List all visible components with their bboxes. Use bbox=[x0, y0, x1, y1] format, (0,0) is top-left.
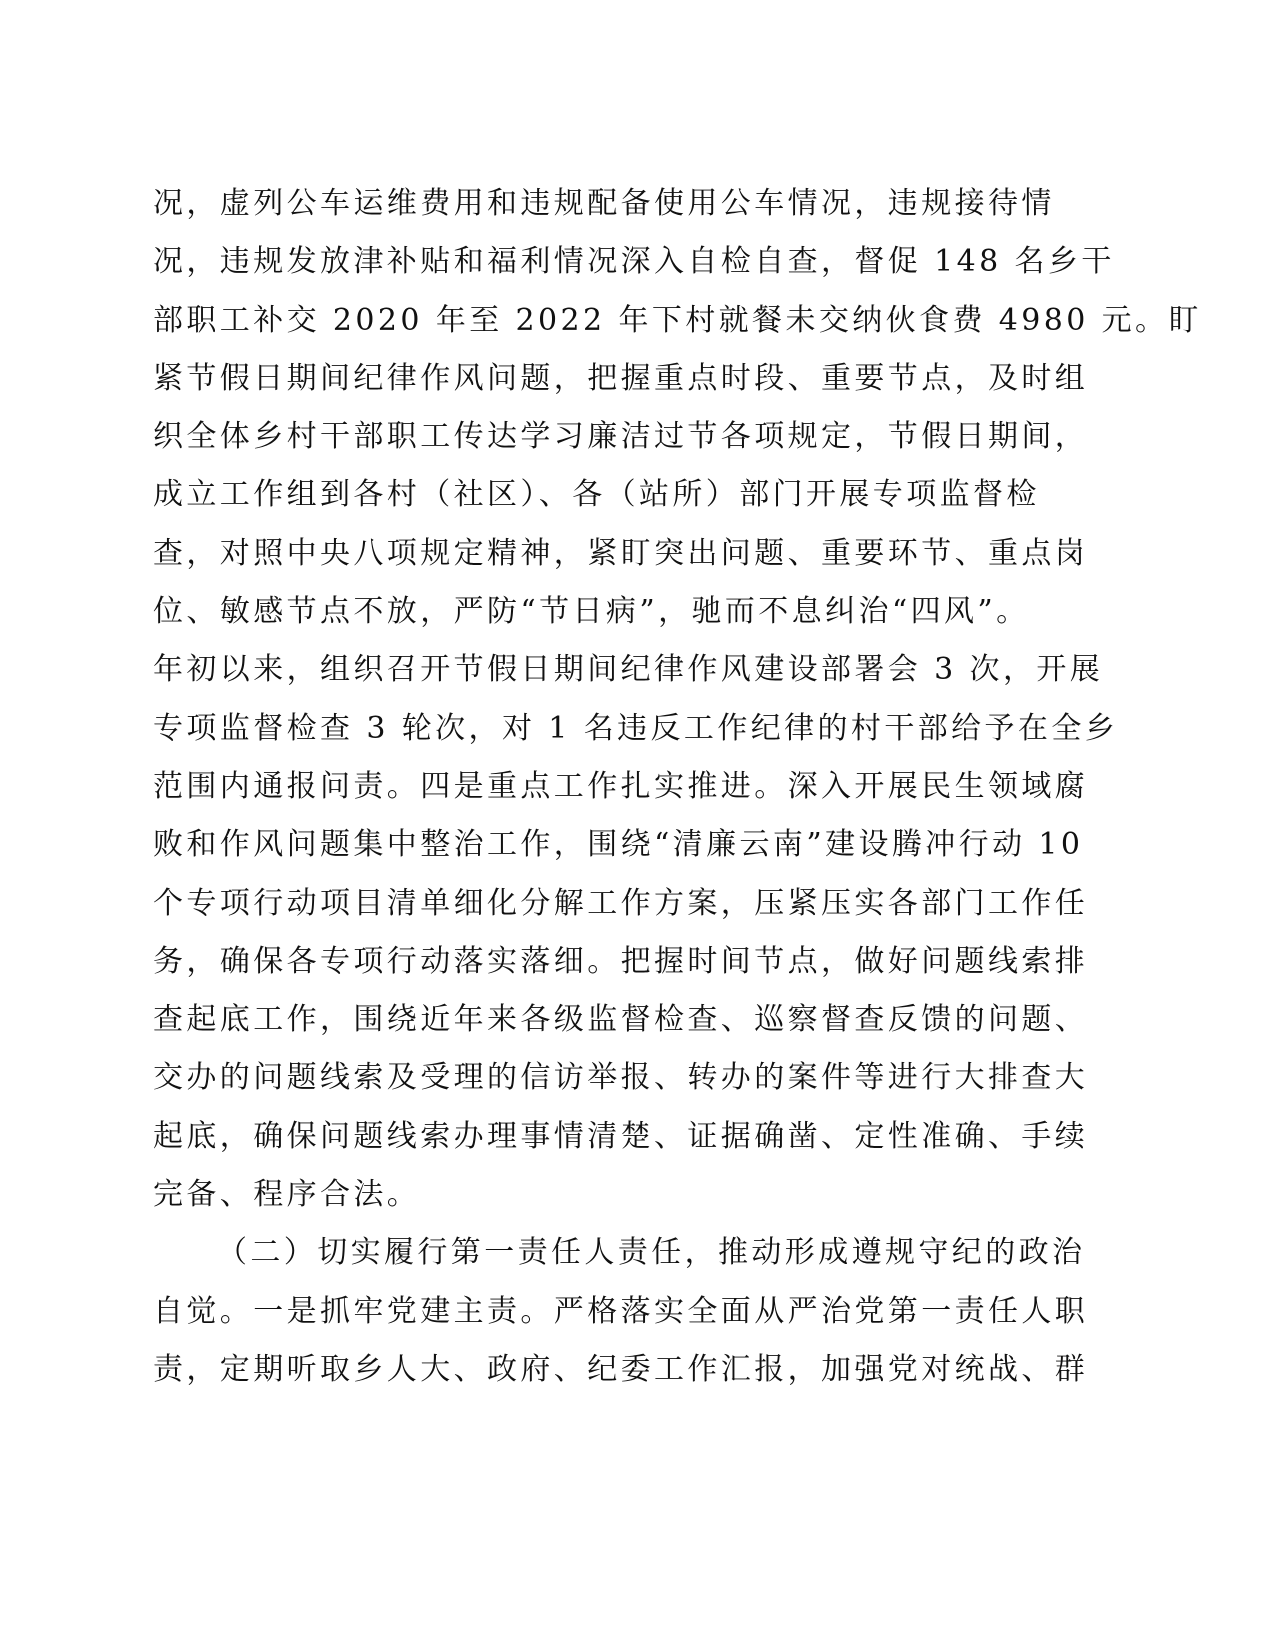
text-line: 责，定期听取乡人大、政府、纪委工作汇报，加强党对统战、群 bbox=[153, 1351, 1089, 1387]
text-line: 查，对照中央八项规定精神，紧盯突出问题、重要环节、重点岗 bbox=[153, 535, 1089, 571]
text-line: 范围内通报问责。四是重点工作扎实推进。深入开展民生领域腐 bbox=[153, 768, 1089, 804]
text-line: 交办的问题线索及受理的信访举报、转办的案件等进行大排查大 bbox=[153, 1060, 1089, 1096]
text-line: 织全体乡村干部职工传达学习廉洁过节各项规定，节假日期间， bbox=[153, 419, 1089, 455]
text-line: 况，违规发放津补贴和福利情况深入自检自查，督促 148 名乡干 bbox=[153, 244, 1115, 280]
paragraph-section-two bbox=[153, 1224, 1098, 1399]
text-line: 年初以来，组织召开节假日期间纪律作风建设部署会 3 次，开展 bbox=[153, 652, 1104, 688]
text-line: 自觉。一是抓牢党建主责。严格落实全面从严治党第一责任人职 bbox=[153, 1293, 1089, 1329]
text-line: 况，虚列公车运维费用和违规配备使用公车情况，违规接待情 bbox=[153, 186, 1055, 221]
document-body bbox=[153, 175, 1202, 1399]
text-line: 个专项行动项目清单细化分解工作方案，压紧压实各部门工作任 bbox=[153, 885, 1089, 921]
text-line: 紧节假日期间纪律作风问题，把握重点时段、重要节点，及时组 bbox=[153, 360, 1089, 396]
text-line: 查起底工作，围绕近年来各级监督检查、巡察督查反馈的问题、 bbox=[153, 1002, 1089, 1038]
text-line: 完备、程序合法。 bbox=[153, 1177, 421, 1213]
text-line: 成立工作组到各村（社区）、各（站所）部门开展专项监督检 bbox=[153, 477, 1040, 513]
text-line: 专项监督检查 3 轮次，对 1 名违反工作纪律的村干部给予在全乡 bbox=[153, 710, 1119, 746]
text-line: 部职工补交 2020 年至 2022 年下村就餐未交纳伙食费 4980 元。盯 bbox=[153, 302, 1202, 338]
paragraph-continuation bbox=[153, 175, 1202, 1224]
text-line: 败和作风问题集中整治工作，围绕“清廉云南”建设腾冲行动 10 bbox=[153, 827, 1084, 863]
text-line: 位、敏感节点不放，严防“节日病”，驰而不息纠治“四风”。 bbox=[153, 594, 1030, 630]
text-line: （二）切实履行第一责任人责任，推动形成遵规守纪的政治 bbox=[217, 1235, 1086, 1271]
text-line: 务，确保各专项行动落实落细。把握时间节点，做好问题线索排 bbox=[153, 943, 1089, 979]
text-line: 起底，确保问题线索办理事情清楚、证据确凿、定性准确、手续 bbox=[153, 1118, 1089, 1154]
